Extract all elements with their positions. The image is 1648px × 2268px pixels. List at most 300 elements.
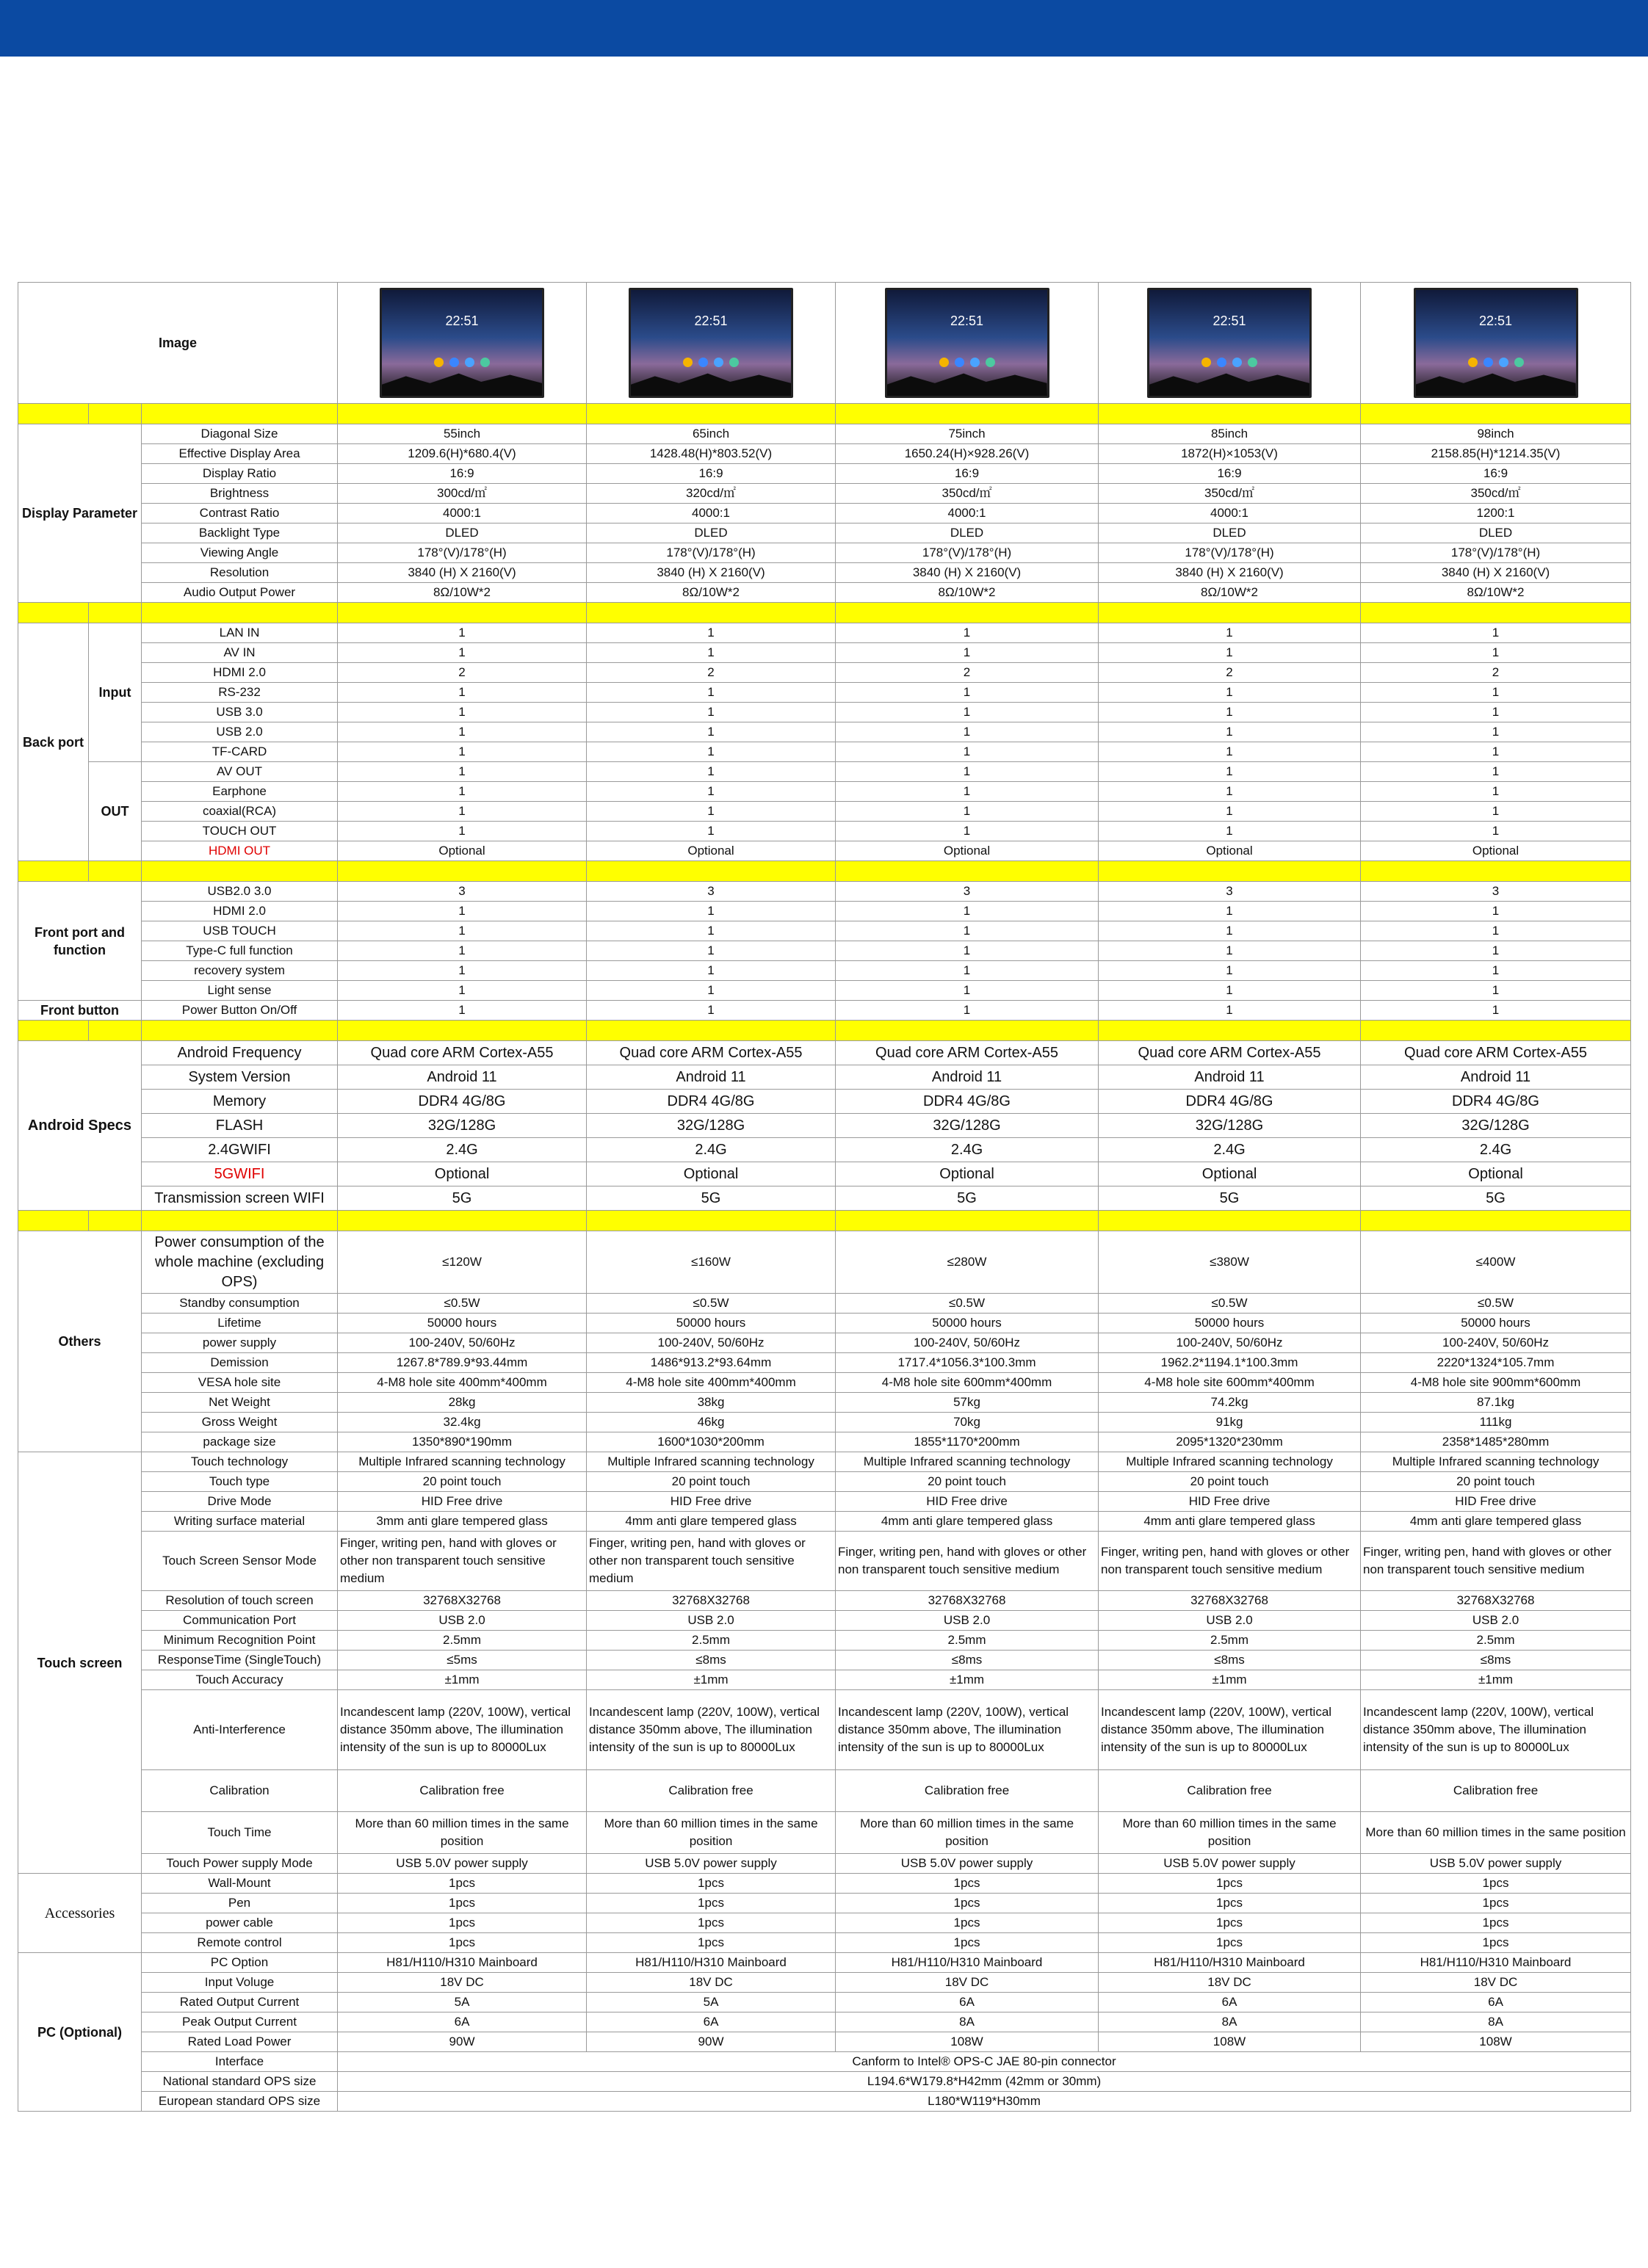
- value-cell: USB 5.0V power supply: [587, 1854, 836, 1874]
- value-cell: 3840 (H) X 2160(V): [338, 563, 587, 583]
- value-cell: 5G: [1361, 1186, 1631, 1211]
- value-cell: 18V DC: [1361, 1973, 1631, 1993]
- value-cell: 32G/128G: [1361, 1114, 1631, 1138]
- value-cell: 1: [587, 802, 836, 822]
- spec-row: [18, 583, 1631, 603]
- value-cell: 100-240V, 50/60Hz: [1361, 1333, 1631, 1353]
- row-label: power cable: [142, 1913, 338, 1933]
- product-image-cell: [1361, 283, 1631, 404]
- spec-row: [18, 1670, 1631, 1690]
- value-cell-spanning: L180*W119*H30mm: [338, 2092, 1631, 2112]
- value-cell: 16:9: [1099, 464, 1361, 484]
- value-cell: 1pcs: [1099, 1894, 1361, 1913]
- value-cell: 16:9: [587, 464, 836, 484]
- value-cell: 4mm anti glare tempered glass: [587, 1512, 836, 1532]
- value-cell: 1: [338, 902, 587, 921]
- row-label: Minimum Recognition Point: [142, 1631, 338, 1651]
- value-cell: 2.5mm: [1099, 1631, 1361, 1651]
- value-cell: 2.4G: [587, 1138, 836, 1162]
- value-cell: 75inch: [836, 424, 1099, 444]
- value-cell: Calibration free: [1099, 1770, 1361, 1812]
- value-cell: 1: [338, 1001, 587, 1021]
- row-label: Resolution of touch screen: [142, 1591, 338, 1611]
- row-label: Earphone: [142, 782, 338, 802]
- value-cell: 1962.2*1194.1*100.3mm: [1099, 1353, 1361, 1373]
- value-cell: USB 2.0: [338, 1611, 587, 1631]
- value-cell: 1: [587, 961, 836, 981]
- value-cell: DDR4 4G/8G: [587, 1090, 836, 1114]
- value-cell: 1pcs: [1099, 1913, 1361, 1933]
- value-cell: 1: [1361, 742, 1631, 762]
- value-cell: DDR4 4G/8G: [1361, 1090, 1631, 1114]
- row-label: 2.4GWIFI: [142, 1138, 338, 1162]
- value-cell: 1: [1099, 921, 1361, 941]
- spec-row: [18, 1393, 1631, 1413]
- row-label: Touch technology: [142, 1452, 338, 1472]
- separator-cell: [836, 861, 1099, 882]
- value-cell: 1: [338, 921, 587, 941]
- value-cell: 1pcs: [338, 1913, 587, 1933]
- value-cell: 1pcs: [1361, 1894, 1631, 1913]
- value-cell: 1pcs: [836, 1894, 1099, 1913]
- value-cell: 3mm anti glare tempered glass: [338, 1512, 587, 1532]
- value-cell: 4000:1: [1099, 504, 1361, 523]
- spec-row: [18, 1894, 1631, 1913]
- value-cell: 1: [587, 643, 836, 663]
- separator-cell: [1099, 404, 1361, 424]
- value-cell: 108W: [836, 2032, 1099, 2052]
- row-label: Drive Mode: [142, 1492, 338, 1512]
- separator-cell: [587, 1021, 836, 1041]
- app-icons: [382, 355, 542, 372]
- value-cell: 1: [338, 981, 587, 1001]
- value-cell: 20 point touch: [338, 1472, 587, 1492]
- separator-cell: [89, 861, 142, 882]
- separator-cell: [18, 1021, 89, 1041]
- value-cell: Android 11: [587, 1065, 836, 1090]
- spec-row: [18, 1532, 1631, 1591]
- value-cell: 1: [1099, 822, 1361, 841]
- spec-row: [18, 1138, 1631, 1162]
- value-cell: 1: [587, 762, 836, 782]
- spec-row: [18, 1333, 1631, 1353]
- value-cell: 1: [1099, 703, 1361, 722]
- value-cell: ≤280W: [836, 1231, 1099, 1294]
- value-cell: 100-240V, 50/60Hz: [338, 1333, 587, 1353]
- value-cell: 1: [1099, 782, 1361, 802]
- separator-cell: [836, 603, 1099, 623]
- value-cell: 1: [338, 722, 587, 742]
- value-cell: More than 60 million times in the same position: [587, 1812, 836, 1854]
- value-cell: 1600*1030*200mm: [587, 1432, 836, 1452]
- value-cell: 4000:1: [338, 504, 587, 523]
- row-label: Type-C full function: [142, 941, 338, 961]
- value-cell: 3: [338, 882, 587, 902]
- value-cell: ≤0.5W: [338, 1294, 587, 1314]
- value-cell: 4-M8 hole site 600mm*400mm: [836, 1373, 1099, 1393]
- separator-cell: [338, 861, 587, 882]
- value-cell: USB 2.0: [587, 1611, 836, 1631]
- row-label: Touch Time: [142, 1812, 338, 1854]
- row-label: AV IN: [142, 643, 338, 663]
- value-cell: More than 60 million times in the same position: [1361, 1812, 1631, 1854]
- spec-row: [18, 1472, 1631, 1492]
- value-cell: 2.4G: [1361, 1138, 1631, 1162]
- separator-cell: [18, 1211, 89, 1231]
- value-cell: Finger, writing pen, hand with gloves or other non transparent touch sensitive medium: [1361, 1532, 1631, 1591]
- row-label: Input Voluge: [142, 1973, 338, 1993]
- separator-cell: [836, 404, 1099, 424]
- clock-text: 22:51: [694, 314, 728, 328]
- row-label: Light sense: [142, 981, 338, 1001]
- separator-cell: [1361, 603, 1631, 623]
- spec-row: [18, 1913, 1631, 1933]
- value-cell: Finger, writing pen, hand with gloves or other non transparent touch sensitive medium: [1099, 1532, 1361, 1591]
- value-cell: 1: [338, 822, 587, 841]
- value-cell: 178°(V)/178°(H): [1099, 543, 1361, 563]
- value-cell: 3: [836, 882, 1099, 902]
- spec-row: [18, 742, 1631, 762]
- spec-row: [18, 1231, 1631, 1294]
- group-label-touch: Touch screen: [18, 1452, 142, 1874]
- value-cell: 1: [836, 762, 1099, 782]
- separator-cell: [836, 1021, 1099, 1041]
- value-cell: 2.4G: [338, 1138, 587, 1162]
- row-label: Diagonal Size: [142, 424, 338, 444]
- value-cell: DDR4 4G/8G: [338, 1090, 587, 1114]
- image-row: [18, 283, 1631, 404]
- value-cell: 1: [1361, 902, 1631, 921]
- value-cell: Incandescent lamp (220V, 100W), vertical distance 350mm above, The illumination intensity of the sun is up to 80000Lux: [1361, 1690, 1631, 1770]
- spec-row: [18, 623, 1631, 643]
- row-label: coaxial(RCA): [142, 802, 338, 822]
- row-label: Pen: [142, 1894, 338, 1913]
- value-cell: 1209.6(H)*680.4(V): [338, 444, 587, 464]
- value-cell: 1: [1099, 941, 1361, 961]
- value-cell: 1: [836, 981, 1099, 1001]
- row-label: Demission: [142, 1353, 338, 1373]
- separator-cell: [142, 603, 338, 623]
- spec-row: [18, 1993, 1631, 2012]
- spec-row: [18, 1973, 1631, 1993]
- spec-row: [18, 523, 1631, 543]
- value-cell: 1: [836, 1001, 1099, 1021]
- value-cell: 16:9: [1361, 464, 1631, 484]
- value-cell: Incandescent lamp (220V, 100W), vertical distance 350mm above, The illumination intensity of the sun is up to 80000Lux: [587, 1690, 836, 1770]
- row-label: Android Frequency: [142, 1041, 338, 1065]
- value-cell: 50000 hours: [836, 1314, 1099, 1333]
- spec-row: [18, 802, 1631, 822]
- value-cell: 3: [1361, 882, 1631, 902]
- value-cell: 1: [587, 722, 836, 742]
- value-cell: 1: [338, 762, 587, 782]
- product-image-cell: [836, 283, 1099, 404]
- spec-row: [18, 822, 1631, 841]
- spec-row: [18, 782, 1631, 802]
- value-cell: 20 point touch: [836, 1472, 1099, 1492]
- value-cell: ≤120W: [338, 1231, 587, 1294]
- spec-row: [18, 1854, 1631, 1874]
- value-cell: 4000:1: [836, 504, 1099, 523]
- spec-row: [18, 1611, 1631, 1631]
- value-cell: HID Free drive: [836, 1492, 1099, 1512]
- value-cell: Android 11: [836, 1065, 1099, 1090]
- value-cell: More than 60 million times in the same position: [1099, 1812, 1361, 1854]
- value-cell: 1: [1361, 802, 1631, 822]
- value-cell: 350cd/㎡: [1099, 484, 1361, 504]
- spec-row: [18, 2032, 1631, 2052]
- value-cell: Multiple Infrared scanning technology: [1361, 1452, 1631, 1472]
- value-cell: 5G: [338, 1186, 587, 1211]
- value-cell: 8A: [1099, 2012, 1361, 2032]
- spec-row: [18, 1512, 1631, 1532]
- subgroup-label-out: OUT: [89, 762, 142, 861]
- value-cell: 1: [836, 623, 1099, 643]
- group-label-back-port: Back port: [18, 623, 89, 861]
- row-label: Touch Accuracy: [142, 1670, 338, 1690]
- value-cell: 1pcs: [587, 1913, 836, 1933]
- spec-row: [18, 1294, 1631, 1314]
- value-cell: 4mm anti glare tempered glass: [836, 1512, 1099, 1532]
- value-cell: DLED: [587, 523, 836, 543]
- spec-row: [18, 1651, 1631, 1670]
- value-cell: Calibration free: [338, 1770, 587, 1812]
- value-cell: HID Free drive: [587, 1492, 836, 1512]
- value-cell: 4-M8 hole site 400mm*400mm: [587, 1373, 836, 1393]
- value-cell: 1350*890*190mm: [338, 1432, 587, 1452]
- value-cell: USB 5.0V power supply: [836, 1854, 1099, 1874]
- value-cell: 3: [587, 882, 836, 902]
- row-label: Memory: [142, 1090, 338, 1114]
- app-icons: [1416, 355, 1576, 372]
- row-label: power supply: [142, 1333, 338, 1353]
- value-cell: 5G: [836, 1186, 1099, 1211]
- value-cell: ≤0.5W: [587, 1294, 836, 1314]
- value-cell: 1pcs: [836, 1874, 1099, 1894]
- spec-row: [18, 722, 1631, 742]
- value-cell: 32G/128G: [1099, 1114, 1361, 1138]
- separator-row: [18, 1021, 1631, 1041]
- value-cell: 350cd/㎡: [836, 484, 1099, 504]
- value-cell: Optional: [1361, 1162, 1631, 1186]
- value-cell: 1855*1170*200mm: [836, 1432, 1099, 1452]
- value-cell: 2158.85(H)*1214.35(V): [1361, 444, 1631, 464]
- row-label: 5GWIFI: [142, 1162, 338, 1186]
- group-label-android: Android Specs: [18, 1041, 142, 1211]
- value-cell: 2: [836, 663, 1099, 683]
- value-cell: 1: [338, 782, 587, 802]
- spec-row: [18, 841, 1631, 861]
- value-cell: 1: [338, 961, 587, 981]
- row-label: HDMI 2.0: [142, 902, 338, 921]
- value-cell: Finger, writing pen, hand with gloves or other non transparent touch sensitive medium: [836, 1532, 1099, 1591]
- separator-cell: [1099, 603, 1361, 623]
- spec-row: [18, 1001, 1631, 1021]
- value-cell: ±1mm: [587, 1670, 836, 1690]
- separator-cell: [18, 404, 89, 424]
- value-cell: 1267.8*789.9*93.44mm: [338, 1353, 587, 1373]
- value-cell: 4mm anti glare tempered glass: [1099, 1512, 1361, 1532]
- product-image-cell: [1099, 283, 1361, 404]
- spec-row: [18, 703, 1631, 722]
- spec-row: [18, 1452, 1631, 1472]
- value-cell: 1: [587, 742, 836, 762]
- spec-row: [18, 941, 1631, 961]
- value-cell: 16:9: [338, 464, 587, 484]
- separator-cell: [587, 404, 836, 424]
- value-cell: 8Ω/10W*2: [836, 583, 1099, 603]
- value-cell: 108W: [1361, 2032, 1631, 2052]
- value-cell: 32768X32768: [836, 1591, 1099, 1611]
- value-cell: 1pcs: [587, 1933, 836, 1953]
- spec-row: [18, 1065, 1631, 1090]
- value-cell: 1: [1099, 762, 1361, 782]
- spec-row: [18, 1114, 1631, 1138]
- row-label: Rated Load Power: [142, 2032, 338, 2052]
- separator-cell: [89, 1211, 142, 1231]
- value-cell: 1: [1099, 961, 1361, 981]
- value-cell: 32.4kg: [338, 1413, 587, 1432]
- value-cell: Multiple Infrared scanning technology: [587, 1452, 836, 1472]
- value-cell: 1: [1361, 762, 1631, 782]
- value-cell: 1: [836, 822, 1099, 841]
- spec-row: [18, 902, 1631, 921]
- spec-row: [18, 504, 1631, 523]
- value-cell: 98inch: [1361, 424, 1631, 444]
- separator-cell: [338, 603, 587, 623]
- row-label: Writing surface material: [142, 1512, 338, 1532]
- value-cell: USB 2.0: [1361, 1611, 1631, 1631]
- value-cell: 50000 hours: [1361, 1314, 1631, 1333]
- value-cell: 32G/128G: [836, 1114, 1099, 1138]
- value-cell: Finger, writing pen, hand with gloves or other non transparent touch sensitive medium: [338, 1532, 587, 1591]
- value-cell: 4-M8 hole site 900mm*600mm: [1361, 1373, 1631, 1393]
- row-label: European standard OPS size: [142, 2092, 338, 2112]
- separator-cell: [142, 861, 338, 882]
- value-cell: 108W: [1099, 2032, 1361, 2052]
- value-cell: 1: [836, 902, 1099, 921]
- separator-row: [18, 404, 1631, 424]
- value-cell: 3840 (H) X 2160(V): [1099, 563, 1361, 583]
- row-label: USB2.0 3.0: [142, 882, 338, 902]
- value-cell: 1: [836, 683, 1099, 703]
- value-cell: 32768X32768: [338, 1591, 587, 1611]
- value-cell: 16:9: [836, 464, 1099, 484]
- value-cell: 100-240V, 50/60Hz: [587, 1333, 836, 1353]
- row-label: Touch Power supply Mode: [142, 1854, 338, 1874]
- spec-row: [18, 1812, 1631, 1854]
- value-cell: 2.4G: [1099, 1138, 1361, 1162]
- value-cell: 20 point touch: [1361, 1472, 1631, 1492]
- value-cell: 300cd/㎡: [338, 484, 587, 504]
- value-cell: 178°(V)/178°(H): [1361, 543, 1631, 563]
- value-cell: More than 60 million times in the same position: [836, 1812, 1099, 1854]
- spec-row: [18, 921, 1631, 941]
- value-cell: 32768X32768: [587, 1591, 836, 1611]
- separator-cell: [836, 1211, 1099, 1231]
- value-cell: 2.5mm: [338, 1631, 587, 1651]
- spec-row: [18, 961, 1631, 981]
- value-cell: 1pcs: [836, 1933, 1099, 1953]
- group-label-pc: PC (Optional): [18, 1953, 142, 2112]
- row-label: Net Weight: [142, 1393, 338, 1413]
- value-cell: 1pcs: [338, 1894, 587, 1913]
- value-cell: H81/H110/H310 Mainboard: [587, 1953, 836, 1973]
- row-label: Anti-Interference: [142, 1690, 338, 1770]
- value-cell: HID Free drive: [1361, 1492, 1631, 1512]
- value-cell: H81/H110/H310 Mainboard: [1361, 1953, 1631, 1973]
- value-cell: 1: [1099, 802, 1361, 822]
- value-cell: 85inch: [1099, 424, 1361, 444]
- value-cell: 1: [1361, 961, 1631, 981]
- separator-cell: [1099, 1021, 1361, 1041]
- value-cell: ≤0.5W: [836, 1294, 1099, 1314]
- value-cell: 100-240V, 50/60Hz: [836, 1333, 1099, 1353]
- value-cell: 1: [1099, 643, 1361, 663]
- value-cell: Android 11: [1361, 1065, 1631, 1090]
- value-cell: 5A: [338, 1993, 587, 2012]
- value-cell: 1: [587, 981, 836, 1001]
- row-label: Viewing Angle: [142, 543, 338, 563]
- separator-cell: [587, 603, 836, 623]
- value-cell: 1: [338, 703, 587, 722]
- value-cell: 178°(V)/178°(H): [587, 543, 836, 563]
- separator-cell: [338, 1211, 587, 1231]
- value-cell: Calibration free: [1361, 1770, 1631, 1812]
- value-cell: 5G: [587, 1186, 836, 1211]
- value-cell: 1pcs: [587, 1874, 836, 1894]
- value-cell: 20 point touch: [587, 1472, 836, 1492]
- app-icons: [887, 355, 1047, 372]
- clock-text: 22:51: [1478, 314, 1513, 328]
- row-label: TOUCH OUT: [142, 822, 338, 841]
- spec-row: [18, 1353, 1631, 1373]
- value-cell: HID Free drive: [1099, 1492, 1361, 1512]
- separator-cell: [89, 1021, 142, 1041]
- value-cell: 1: [587, 703, 836, 722]
- value-cell: 2: [338, 663, 587, 683]
- value-cell: 1428.48(H)*803.52(V): [587, 444, 836, 464]
- value-cell: 1: [587, 902, 836, 921]
- value-cell: ±1mm: [1099, 1670, 1361, 1690]
- row-label: Calibration: [142, 1770, 338, 1812]
- value-cell: 1: [1361, 623, 1631, 643]
- value-cell: 1pcs: [1361, 1913, 1631, 1933]
- value-cell: Optional: [587, 841, 836, 861]
- header-bar: [0, 0, 1648, 57]
- value-cell: 320cd/㎡: [587, 484, 836, 504]
- value-cell: 2: [587, 663, 836, 683]
- value-cell: 6A: [1361, 1993, 1631, 2012]
- clock-text: 22:51: [950, 314, 984, 328]
- value-cell: 2.4G: [836, 1138, 1099, 1162]
- value-cell: 1: [1361, 722, 1631, 742]
- value-cell: 1: [836, 941, 1099, 961]
- value-cell: 1: [1361, 981, 1631, 1001]
- spec-row: [18, 1413, 1631, 1432]
- spec-row: [18, 563, 1631, 583]
- spec-row: [18, 1953, 1631, 1973]
- value-cell: 32768X32768: [1361, 1591, 1631, 1611]
- row-label: Display Ratio: [142, 464, 338, 484]
- spec-row: [18, 1432, 1631, 1452]
- value-cell: ≤5ms: [338, 1651, 587, 1670]
- group-label-front-port: Front port and function: [18, 882, 142, 1001]
- value-cell: H81/H110/H310 Mainboard: [338, 1953, 587, 1973]
- separator-cell: [89, 603, 142, 623]
- value-cell: 50000 hours: [587, 1314, 836, 1333]
- value-cell: 4000:1: [587, 504, 836, 523]
